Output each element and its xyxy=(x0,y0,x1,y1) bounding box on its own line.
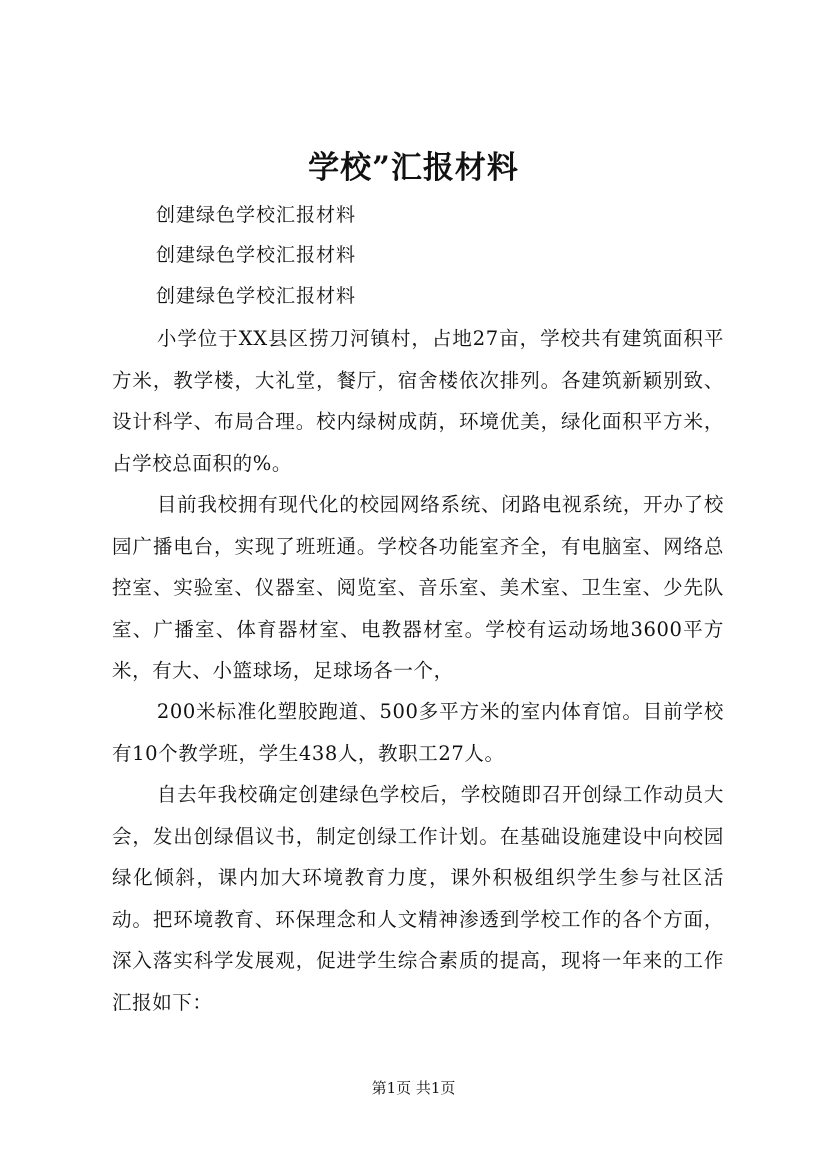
body-section-1 xyxy=(112,318,724,484)
paragraph: 200米标准化塑胶跑道、500多平方米的室内体育馆。目前学校有10个教学班，学生438人，教职工27人。 xyxy=(112,700,724,765)
paragraph: 自去年我校确定创建绿色学校后，学校随即召开创绿工作动员大会，发出创绿倡议书，制定创绿工作计划。在基础设施建设中向校园绿化倾斜，课内加大环境教育力度，课外积极组织学生参与社区活动。把环境教育、环保理念和人文精神渗透到学校工作的各个方面，深入落实科学发展观，促进学生综合素质的提高，现将一年来的工作汇报如下： xyxy=(112,783,724,1014)
body-section-2 xyxy=(112,484,724,692)
subtitle-line: 创建绿色学校汇报材料 xyxy=(156,285,357,307)
paragraph: 小学位于XX县区捞刀河镇村，占地27亩，学校共有建筑面积平方米，教学楼，大礼堂，餐厅，宿舍楼依次排列。各建筑新颖别致、设计科学、布局合理。校内绿树成荫，环境优美，绿化面积平方米，占学校总面积的%。 xyxy=(112,327,724,475)
subtitle-line: 创建绿色学校汇报材料 xyxy=(156,244,357,266)
document-title: 学校”汇报材料 xyxy=(308,150,519,186)
page-footer: 第1页 共1页 xyxy=(371,1079,456,1097)
subtitle-line: 创建绿色学校汇报材料 xyxy=(156,204,357,226)
paragraph: 目前我校拥有现代化的校园网络系统、闭路电视系统，开办了校园广播电台，实现了班班通。学校各功能室齐全，有电脑室、网络总控室、实验室、仪器室、阅览室、音乐室、美术室、卫生室、少先队室、广播室、体育器材室、电教器材室。学校有运动场地3600平方米，有大、小篮球场，足球场各一个， xyxy=(112,493,724,682)
body-section-3 xyxy=(112,691,724,774)
body-section-4 xyxy=(112,774,724,1023)
